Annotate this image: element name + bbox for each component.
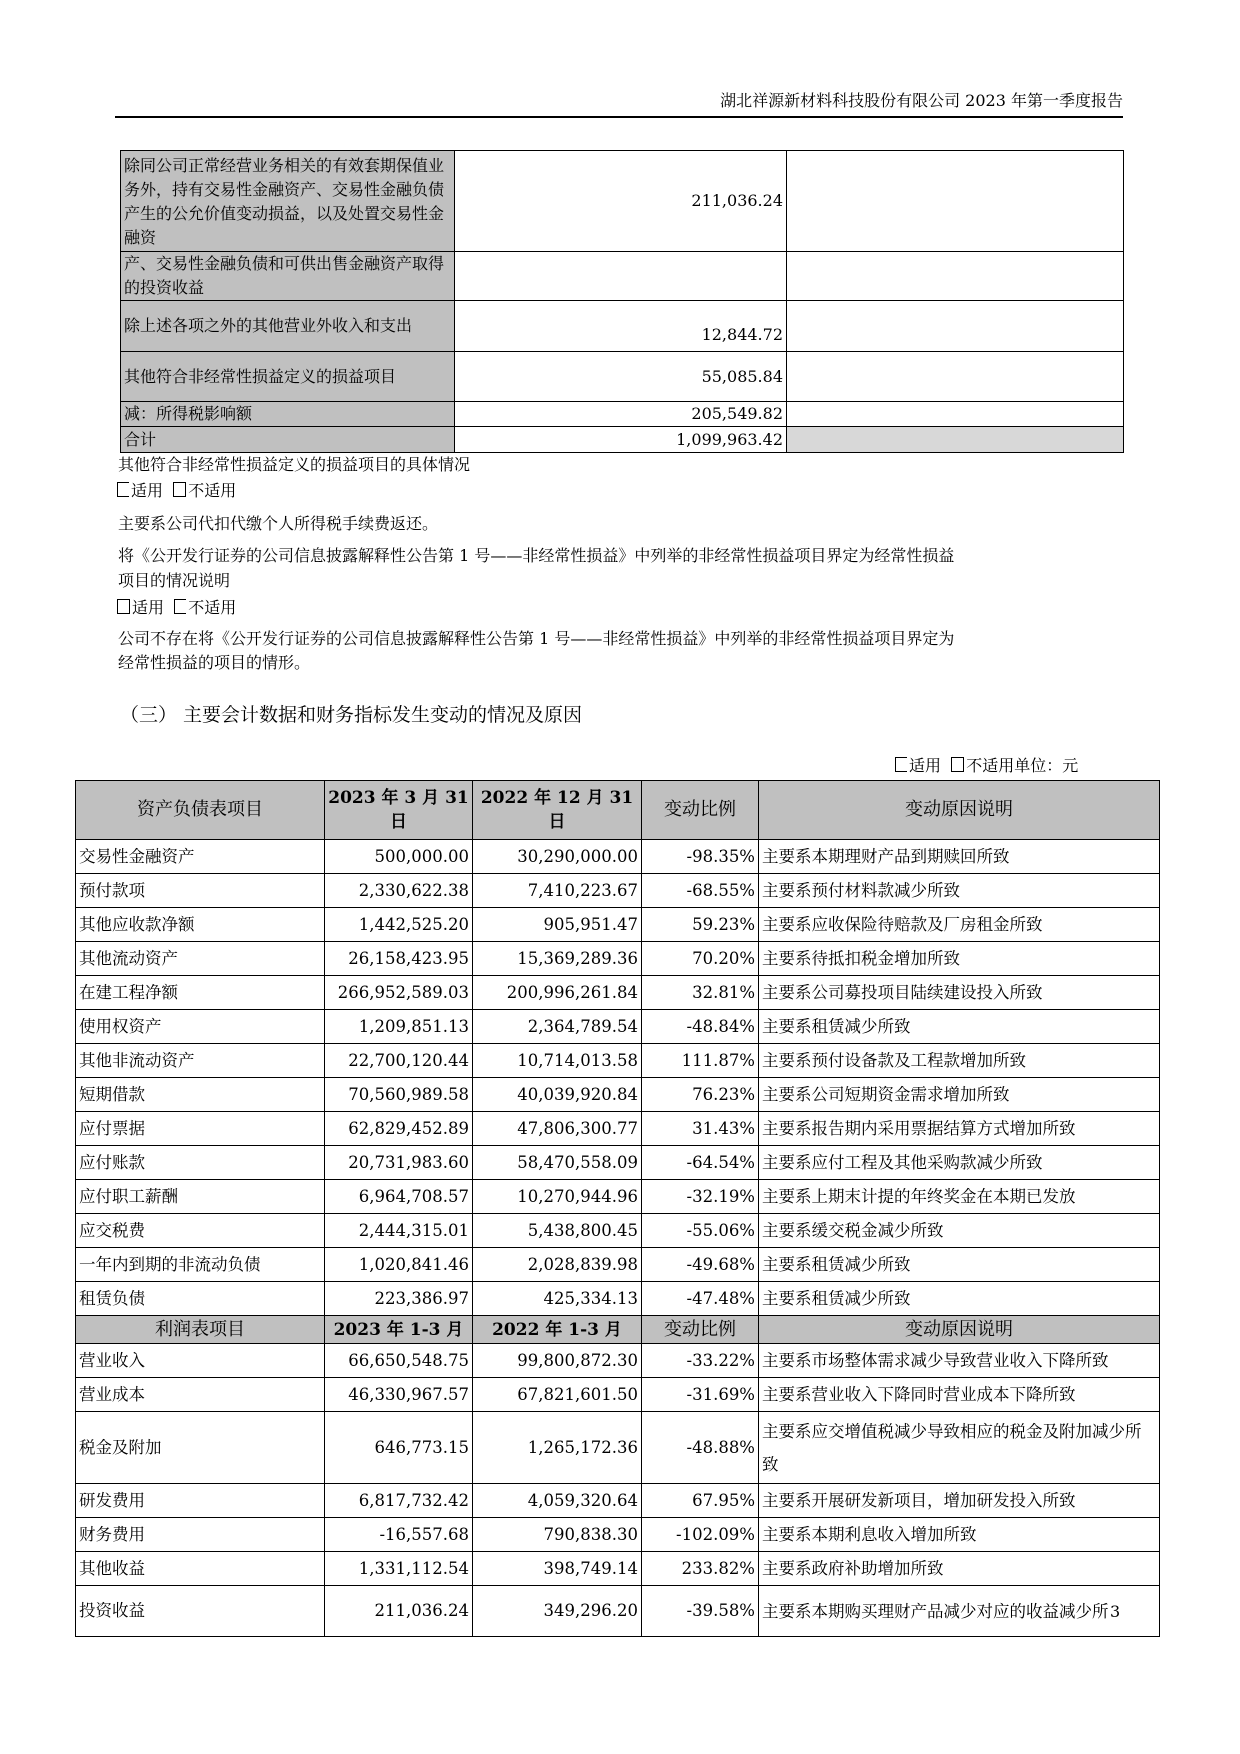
reason-cell: 主要系本期利息收入增加所致 <box>759 1518 1160 1552</box>
page-header <box>115 86 1123 118</box>
nr-item: 合计 <box>121 427 455 453</box>
change-cell: 67.95% <box>642 1484 759 1518</box>
nr-amount: 211,036.24 <box>455 151 787 252</box>
reason-cell: 主要系公司短期资金需求增加所致 <box>759 1078 1160 1112</box>
item-cell: 应付票据 <box>76 1112 325 1146</box>
reclass-desc-2: 经常性损益的项目的情形。 <box>118 653 311 672</box>
table-row <box>76 1214 1160 1248</box>
reason-cell: 主要系上期末计提的年终奖金在本期已发放 <box>759 1180 1160 1214</box>
column-header: 利润表项目 <box>76 1316 325 1344</box>
item-cell: 营业成本 <box>76 1378 325 1412</box>
table-row <box>76 840 1160 874</box>
current-cell: 22,700,120.44 <box>325 1044 473 1078</box>
reason-cell: 主要系待抵扣税金增加所致 <box>759 942 1160 976</box>
checked-box-icon <box>895 757 907 772</box>
table-row <box>76 1586 1160 1637</box>
reason-cell: 主要系应交增值税减少导致相应的税金及附加减少所致 <box>759 1412 1160 1484</box>
nr-amount: 205,549.82 <box>455 402 787 427</box>
change-cell: 233.82% <box>642 1552 759 1586</box>
nr-note <box>787 427 1124 453</box>
reason-cell: 主要系本期购买理财产品减少对应的收益减少所 <box>759 1586 1160 1637</box>
table-row <box>121 427 1124 453</box>
current-cell: 266,952,589.03 <box>325 976 473 1010</box>
prior-cell: 2,364,789.54 <box>473 1010 642 1044</box>
change-cell: 59.23% <box>642 908 759 942</box>
table-row <box>76 1378 1160 1412</box>
column-header: 2022 年 12 月 31 日 <box>473 781 642 840</box>
header-title: 湖北祥源新材料科技股份有限公司 2023 年第一季度报告 <box>720 91 1123 110</box>
current-cell: 26,158,423.95 <box>325 942 473 976</box>
prior-cell: 7,410,223.67 <box>473 874 642 908</box>
nr-item: 产、交易性金融负债和可供出售金融资产取得的投资收益 <box>121 252 455 301</box>
table-row <box>76 1044 1160 1078</box>
reason-cell: 主要系租赁减少所致 <box>759 1282 1160 1316</box>
change-cell: -39.58% <box>642 1586 759 1637</box>
checkbox-icon <box>951 757 964 772</box>
reclass-line-1: 将《公开发行证券的公司信息披露解释性公告第 1 号——非经常性损益》中列举的非经常性损益项目界定为经常性损益 <box>118 546 955 565</box>
prior-cell: 30,290,000.00 <box>473 840 642 874</box>
table-row <box>76 1412 1160 1484</box>
prior-cell: 4,059,320.64 <box>473 1484 642 1518</box>
table-row <box>76 1518 1160 1552</box>
change-cell: -55.06% <box>642 1214 759 1248</box>
item-cell: 其他应收款净额 <box>76 908 325 942</box>
reason-cell: 主要系营业收入下降同时营业成本下降所致 <box>759 1378 1160 1412</box>
checked-box-icon <box>174 599 186 614</box>
table-row <box>121 301 1124 352</box>
change-cell: -64.54% <box>642 1146 759 1180</box>
prior-cell: 47,806,300.77 <box>473 1112 642 1146</box>
table-row <box>76 1552 1160 1586</box>
applicable-choice-3: 适用 不适用单位：元 <box>895 755 1078 777</box>
change-cell: -48.88% <box>642 1412 759 1484</box>
prior-cell: 349,296.20 <box>473 1586 642 1637</box>
applicable-choice-2: 适用 不适用 <box>117 597 236 619</box>
table-row <box>76 1248 1160 1282</box>
change-table <box>75 780 1160 1637</box>
prior-cell: 40,039,920.84 <box>473 1078 642 1112</box>
reclass-line-2: 项目的情况说明 <box>118 571 231 590</box>
table-row <box>76 1146 1160 1180</box>
reason-cell: 主要系缓交税金减少所致 <box>759 1214 1160 1248</box>
current-cell: 1,442,525.20 <box>325 908 473 942</box>
table-header-row <box>76 781 1160 840</box>
current-cell: 211,036.24 <box>325 1586 473 1637</box>
nr-amount <box>455 252 787 301</box>
reason-cell: 主要系租赁减少所致 <box>759 1248 1160 1282</box>
column-header: 资产负债表项目 <box>76 781 325 840</box>
prior-cell: 398,749.14 <box>473 1552 642 1586</box>
table-row <box>76 976 1160 1010</box>
change-cell: -31.69% <box>642 1378 759 1412</box>
nr-note <box>787 301 1124 352</box>
prior-cell: 5,438,800.45 <box>473 1214 642 1248</box>
prior-cell: 790,838.30 <box>473 1518 642 1552</box>
current-cell: 2,330,622.38 <box>325 874 473 908</box>
nr-note <box>787 352 1124 402</box>
prior-cell: 15,369,289.36 <box>473 942 642 976</box>
nr-note <box>787 402 1124 427</box>
prior-cell: 200,996,261.84 <box>473 976 642 1010</box>
prior-cell: 10,270,944.96 <box>473 1180 642 1214</box>
prior-cell: 99,800,872.30 <box>473 1344 642 1378</box>
reason-cell: 主要系公司募投项目陆续建设投入所致 <box>759 976 1160 1010</box>
item-cell: 应付账款 <box>76 1146 325 1180</box>
nr-item: 其他符合非经常性损益定义的损益项目 <box>121 352 455 402</box>
change-cell: -47.48% <box>642 1282 759 1316</box>
table-row <box>76 1344 1160 1378</box>
other-def-desc: 主要系公司代扣代缴个人所得税手续费返还。 <box>118 514 439 533</box>
current-cell: -16,557.68 <box>325 1518 473 1552</box>
nonrecurring-table <box>120 150 1124 453</box>
reason-cell: 主要系市场整体需求减少导致营业收入下降所致 <box>759 1344 1160 1378</box>
nr-item: 除同公司正常经营业务相关的有效套期保值业务外，持有交易性金融资产、交易性金融负债产生的公允价值变动损益，以及处置交易性金融资 <box>121 151 455 252</box>
item-cell: 其他流动资产 <box>76 942 325 976</box>
item-cell: 短期借款 <box>76 1078 325 1112</box>
current-cell: 646,773.15 <box>325 1412 473 1484</box>
table-row <box>76 1010 1160 1044</box>
nr-item: 除上述各项之外的其他营业外收入和支出 <box>121 301 455 352</box>
section-title: （三） 主要会计数据和财务指标发生变动的情况及原因 <box>120 704 583 726</box>
change-cell: -49.68% <box>642 1248 759 1282</box>
column-header: 2023 年 1-3 月 <box>325 1316 473 1344</box>
table-row <box>121 252 1124 301</box>
column-header: 2022 年 1-3 月 <box>473 1316 642 1344</box>
item-cell: 预付款项 <box>76 874 325 908</box>
table-row <box>76 1282 1160 1316</box>
change-cell: 111.87% <box>642 1044 759 1078</box>
table-row <box>76 1180 1160 1214</box>
item-cell: 其他非流动资产 <box>76 1044 325 1078</box>
reason-cell: 主要系应收保险待赔款及厂房租金所致 <box>759 908 1160 942</box>
reason-cell: 主要系本期理财产品到期赎回所致 <box>759 840 1160 874</box>
table-row <box>76 874 1160 908</box>
column-header: 2023 年 3 月 31 日 <box>325 781 473 840</box>
nr-item: 减：所得税影响额 <box>121 402 455 427</box>
column-header: 变动原因说明 <box>759 781 1160 840</box>
prior-cell: 1,265,172.36 <box>473 1412 642 1484</box>
table-row <box>76 1078 1160 1112</box>
reason-cell: 主要系开展研发新项目，增加研发投入所致 <box>759 1484 1160 1518</box>
reason-cell: 主要系政府补助增加所致 <box>759 1552 1160 1586</box>
current-cell: 70,560,989.58 <box>325 1078 473 1112</box>
item-cell: 投资收益 <box>76 1586 325 1637</box>
nr-amount: 12,844.72 <box>455 301 787 352</box>
checkbox-icon <box>173 482 186 497</box>
reason-cell: 主要系租赁减少所致 <box>759 1010 1160 1044</box>
prior-cell: 10,714,013.58 <box>473 1044 642 1078</box>
current-cell: 20,731,983.60 <box>325 1146 473 1180</box>
item-cell: 财务费用 <box>76 1518 325 1552</box>
applicable-choice-1: 适用 不适用 <box>117 480 236 502</box>
current-cell: 6,964,708.57 <box>325 1180 473 1214</box>
reason-cell: 主要系报告期内采用票据结算方式增加所致 <box>759 1112 1160 1146</box>
change-cell: -48.84% <box>642 1010 759 1044</box>
change-cell: -68.55% <box>642 874 759 908</box>
item-cell: 应交税费 <box>76 1214 325 1248</box>
item-cell: 租赁负债 <box>76 1282 325 1316</box>
item-cell: 营业收入 <box>76 1344 325 1378</box>
prior-cell: 905,951.47 <box>473 908 642 942</box>
page-number: 3 <box>1110 1602 1121 1621</box>
table-row <box>76 908 1160 942</box>
current-cell: 46,330,967.57 <box>325 1378 473 1412</box>
table-row <box>76 1484 1160 1518</box>
reason-cell: 主要系预付材料款减少所致 <box>759 874 1160 908</box>
change-cell: -98.35% <box>642 840 759 874</box>
nr-note <box>787 252 1124 301</box>
item-cell: 一年内到期的非流动负债 <box>76 1248 325 1282</box>
current-cell: 2,444,315.01 <box>325 1214 473 1248</box>
table-header-row <box>76 1316 1160 1344</box>
current-cell: 66,650,548.75 <box>325 1344 473 1378</box>
item-cell: 其他收益 <box>76 1552 325 1586</box>
reason-cell: 主要系预付设备款及工程款增加所致 <box>759 1044 1160 1078</box>
other-def-title: 其他符合非经常性损益定义的损益项目的具体情况 <box>118 455 471 474</box>
item-cell: 应付职工薪酬 <box>76 1180 325 1214</box>
table-row <box>76 942 1160 976</box>
checked-box-icon <box>117 482 129 497</box>
item-cell: 使用权资产 <box>76 1010 325 1044</box>
prior-cell: 425,334.13 <box>473 1282 642 1316</box>
item-cell: 交易性金融资产 <box>76 840 325 874</box>
change-cell: 76.23% <box>642 1078 759 1112</box>
prior-cell: 2,028,839.98 <box>473 1248 642 1282</box>
table-row <box>76 1112 1160 1146</box>
table-row <box>121 402 1124 427</box>
current-cell: 6,817,732.42 <box>325 1484 473 1518</box>
change-cell: 32.81% <box>642 976 759 1010</box>
table-row <box>121 352 1124 402</box>
change-cell: -32.19% <box>642 1180 759 1214</box>
change-cell: -33.22% <box>642 1344 759 1378</box>
nr-amount: 1,099,963.42 <box>455 427 787 453</box>
reclass-desc-1: 公司不存在将《公开发行证券的公司信息披露解释性公告第 1 号——非经常性损益》中列举的非经常性损益项目界定为 <box>118 629 955 648</box>
prior-cell: 67,821,601.50 <box>473 1378 642 1412</box>
change-cell: 31.43% <box>642 1112 759 1146</box>
current-cell: 1,209,851.13 <box>325 1010 473 1044</box>
item-cell: 税金及附加 <box>76 1412 325 1484</box>
change-cell: 70.20% <box>642 942 759 976</box>
nr-note <box>787 151 1124 252</box>
column-header: 变动原因说明 <box>759 1316 1160 1344</box>
checkbox-icon <box>117 599 130 614</box>
change-cell: -102.09% <box>642 1518 759 1552</box>
item-cell: 在建工程净额 <box>76 976 325 1010</box>
item-cell: 研发费用 <box>76 1484 325 1518</box>
current-cell: 1,020,841.46 <box>325 1248 473 1282</box>
current-cell: 223,386.97 <box>325 1282 473 1316</box>
current-cell: 500,000.00 <box>325 840 473 874</box>
current-cell: 1,331,112.54 <box>325 1552 473 1586</box>
reason-cell: 主要系应付工程及其他采购款减少所致 <box>759 1146 1160 1180</box>
column-header: 变动比例 <box>642 1316 759 1344</box>
nr-amount: 55,085.84 <box>455 352 787 402</box>
column-header: 变动比例 <box>642 781 759 840</box>
prior-cell: 58,470,558.09 <box>473 1146 642 1180</box>
table-row <box>121 151 1124 252</box>
current-cell: 62,829,452.89 <box>325 1112 473 1146</box>
